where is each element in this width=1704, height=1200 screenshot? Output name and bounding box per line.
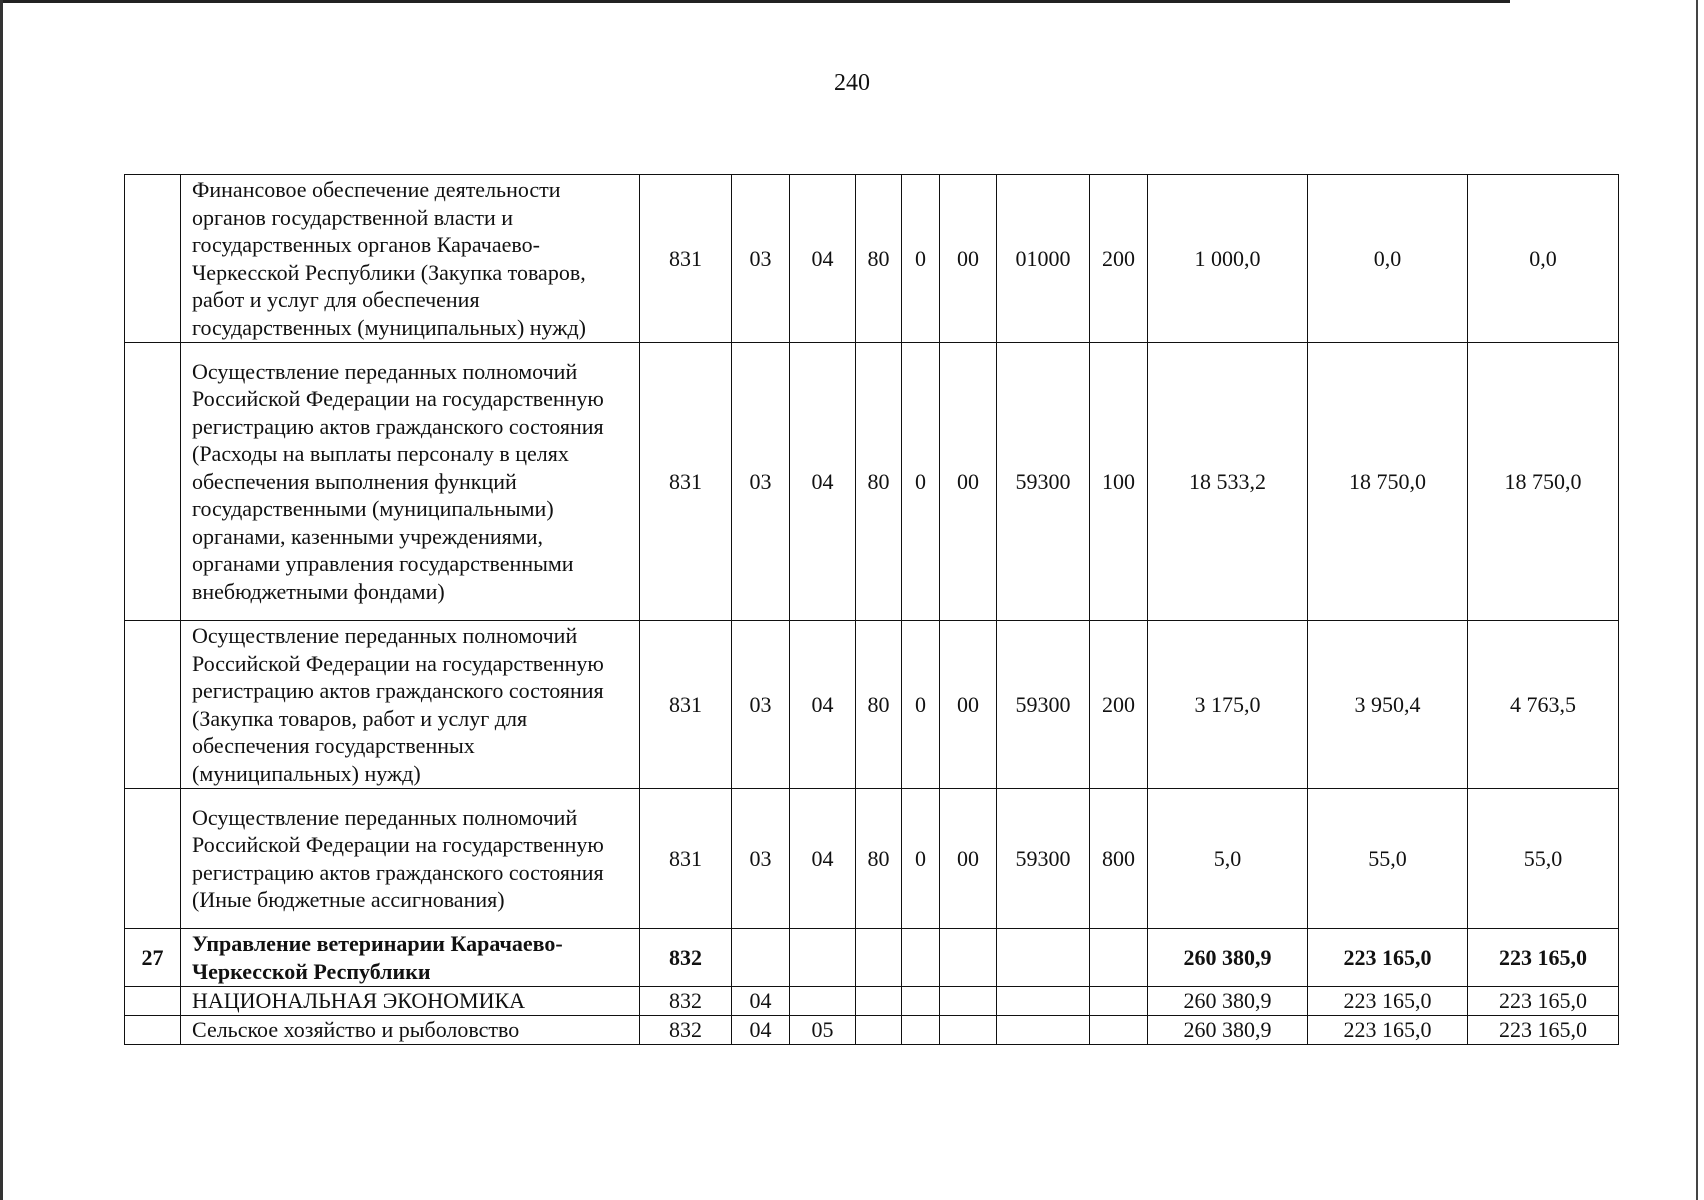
ved-code: 831 bbox=[640, 175, 732, 343]
amount-year-2: 223 165,0 bbox=[1308, 929, 1468, 987]
row-description: НАЦИОНАЛЬНАЯ ЭКОНОМИКА bbox=[181, 987, 640, 1016]
expense-type-code bbox=[1090, 929, 1148, 987]
expense-type-code: 800 bbox=[1090, 789, 1148, 929]
program-code bbox=[856, 1016, 902, 1045]
amount-year-3: 18 750,0 bbox=[1468, 343, 1619, 621]
amount-year-3: 0,0 bbox=[1468, 175, 1619, 343]
row-number bbox=[125, 1016, 181, 1045]
row-number: 27 bbox=[125, 929, 181, 987]
budget-table bbox=[124, 174, 1619, 1045]
program-code: 80 bbox=[856, 343, 902, 621]
direction-code bbox=[997, 1016, 1090, 1045]
direction-code: 59300 bbox=[997, 343, 1090, 621]
direction-code: 59300 bbox=[997, 621, 1090, 789]
subsection-code: 04 bbox=[790, 175, 856, 343]
row-description: Осуществление переданных полномочий Российской Федерации на государственную регистрацию актов гражданского состояния (Иные бюджетные ассигнования) bbox=[181, 789, 640, 929]
expense-type-code bbox=[1090, 987, 1148, 1016]
subprogram-code bbox=[902, 1016, 940, 1045]
row-description: Управление ветеринарии Карачаево-Черкесской Республики bbox=[181, 929, 640, 987]
row-number bbox=[125, 621, 181, 789]
amount-year-2: 223 165,0 bbox=[1308, 1016, 1468, 1045]
amount-year-2: 0,0 bbox=[1308, 175, 1468, 343]
amount-year-3: 223 165,0 bbox=[1468, 987, 1619, 1016]
direction-code bbox=[997, 987, 1090, 1016]
section-code bbox=[732, 929, 790, 987]
section-code: 04 bbox=[732, 1016, 790, 1045]
amount-year-2: 3 950,4 bbox=[1308, 621, 1468, 789]
subsection-code: 04 bbox=[790, 789, 856, 929]
program-code bbox=[856, 987, 902, 1016]
program-code: 80 bbox=[856, 621, 902, 789]
program-code: 80 bbox=[856, 789, 902, 929]
row-description: Финансовое обеспечение деятельности органов государственной власти и государственных органов Карачаево-Черкесской Республики (Закупка товаров, работ и услуг для обеспечения государственных (муниципальных) нужд) bbox=[181, 175, 640, 343]
scan-border-right bbox=[1696, 0, 1698, 1200]
section-code: 03 bbox=[732, 343, 790, 621]
amount-year-3: 223 165,0 bbox=[1468, 1016, 1619, 1045]
table-row bbox=[125, 1016, 1619, 1045]
row-number bbox=[125, 789, 181, 929]
ved-code: 831 bbox=[640, 343, 732, 621]
program-code: 80 bbox=[856, 175, 902, 343]
row-number bbox=[125, 175, 181, 343]
row-description: Осуществление переданных полномочий Российской Федерации на государственную регистрацию актов гражданского состояния (Расходы на выплаты персоналу в целях обеспечения выполнения функций государственными (муниципальными) органами, казенными учреждениями, органами управления государственными внебюджетными фондами) bbox=[181, 343, 640, 621]
subsection-code bbox=[790, 987, 856, 1016]
amount-year-2: 223 165,0 bbox=[1308, 987, 1468, 1016]
event-code: 00 bbox=[940, 621, 997, 789]
amount-year-1: 260 380,9 bbox=[1148, 987, 1308, 1016]
event-code bbox=[940, 987, 997, 1016]
section-code: 03 bbox=[732, 175, 790, 343]
section-code: 03 bbox=[732, 621, 790, 789]
direction-code bbox=[997, 929, 1090, 987]
expense-type-code bbox=[1090, 1016, 1148, 1045]
ved-code: 831 bbox=[640, 621, 732, 789]
scan-border-top bbox=[0, 0, 1510, 3]
event-code bbox=[940, 929, 997, 987]
ved-code: 831 bbox=[640, 789, 732, 929]
amount-year-1: 260 380,9 bbox=[1148, 929, 1308, 987]
table-row bbox=[125, 789, 1619, 929]
amount-year-1: 18 533,2 bbox=[1148, 343, 1308, 621]
subsection-code: 04 bbox=[790, 621, 856, 789]
row-number bbox=[125, 343, 181, 621]
scan-border-left bbox=[0, 0, 3, 1200]
subprogram-code: 0 bbox=[902, 343, 940, 621]
ved-code: 832 bbox=[640, 987, 732, 1016]
direction-code: 01000 bbox=[997, 175, 1090, 343]
row-number bbox=[125, 987, 181, 1016]
amount-year-1: 3 175,0 bbox=[1148, 621, 1308, 789]
program-code bbox=[856, 929, 902, 987]
table-row bbox=[125, 929, 1619, 987]
section-code: 04 bbox=[732, 987, 790, 1016]
table-row bbox=[125, 987, 1619, 1016]
amount-year-3: 223 165,0 bbox=[1468, 929, 1619, 987]
amount-year-1: 260 380,9 bbox=[1148, 1016, 1308, 1045]
subprogram-code bbox=[902, 929, 940, 987]
section-code: 03 bbox=[732, 789, 790, 929]
direction-code: 59300 bbox=[997, 789, 1090, 929]
amount-year-2: 18 750,0 bbox=[1308, 343, 1468, 621]
ved-code: 832 bbox=[640, 929, 732, 987]
event-code: 00 bbox=[940, 789, 997, 929]
expense-type-code: 200 bbox=[1090, 175, 1148, 343]
expense-type-code: 200 bbox=[1090, 621, 1148, 789]
subprogram-code: 0 bbox=[902, 175, 940, 343]
row-description: Осуществление переданных полномочий Российской Федерации на государственную регистрацию актов гражданского состояния (Закупка товаров, работ и услуг для обеспечения государственных (муниципальных) нужд) bbox=[181, 621, 640, 789]
table-row bbox=[125, 343, 1619, 621]
subsection-code: 05 bbox=[790, 1016, 856, 1045]
amount-year-2: 55,0 bbox=[1308, 789, 1468, 929]
table-row bbox=[125, 175, 1619, 343]
subsection-code bbox=[790, 929, 856, 987]
subsection-code: 04 bbox=[790, 343, 856, 621]
amount-year-1: 1 000,0 bbox=[1148, 175, 1308, 343]
amount-year-3: 55,0 bbox=[1468, 789, 1619, 929]
subprogram-code bbox=[902, 987, 940, 1016]
amount-year-1: 5,0 bbox=[1148, 789, 1308, 929]
page-number: 240 bbox=[834, 70, 870, 96]
event-code: 00 bbox=[940, 175, 997, 343]
expense-type-code: 100 bbox=[1090, 343, 1148, 621]
ved-code: 832 bbox=[640, 1016, 732, 1045]
event-code: 00 bbox=[940, 343, 997, 621]
subprogram-code: 0 bbox=[902, 789, 940, 929]
subprogram-code: 0 bbox=[902, 621, 940, 789]
table-row bbox=[125, 621, 1619, 789]
amount-year-3: 4 763,5 bbox=[1468, 621, 1619, 789]
event-code bbox=[940, 1016, 997, 1045]
row-description: Сельское хозяйство и рыболовство bbox=[181, 1016, 640, 1045]
